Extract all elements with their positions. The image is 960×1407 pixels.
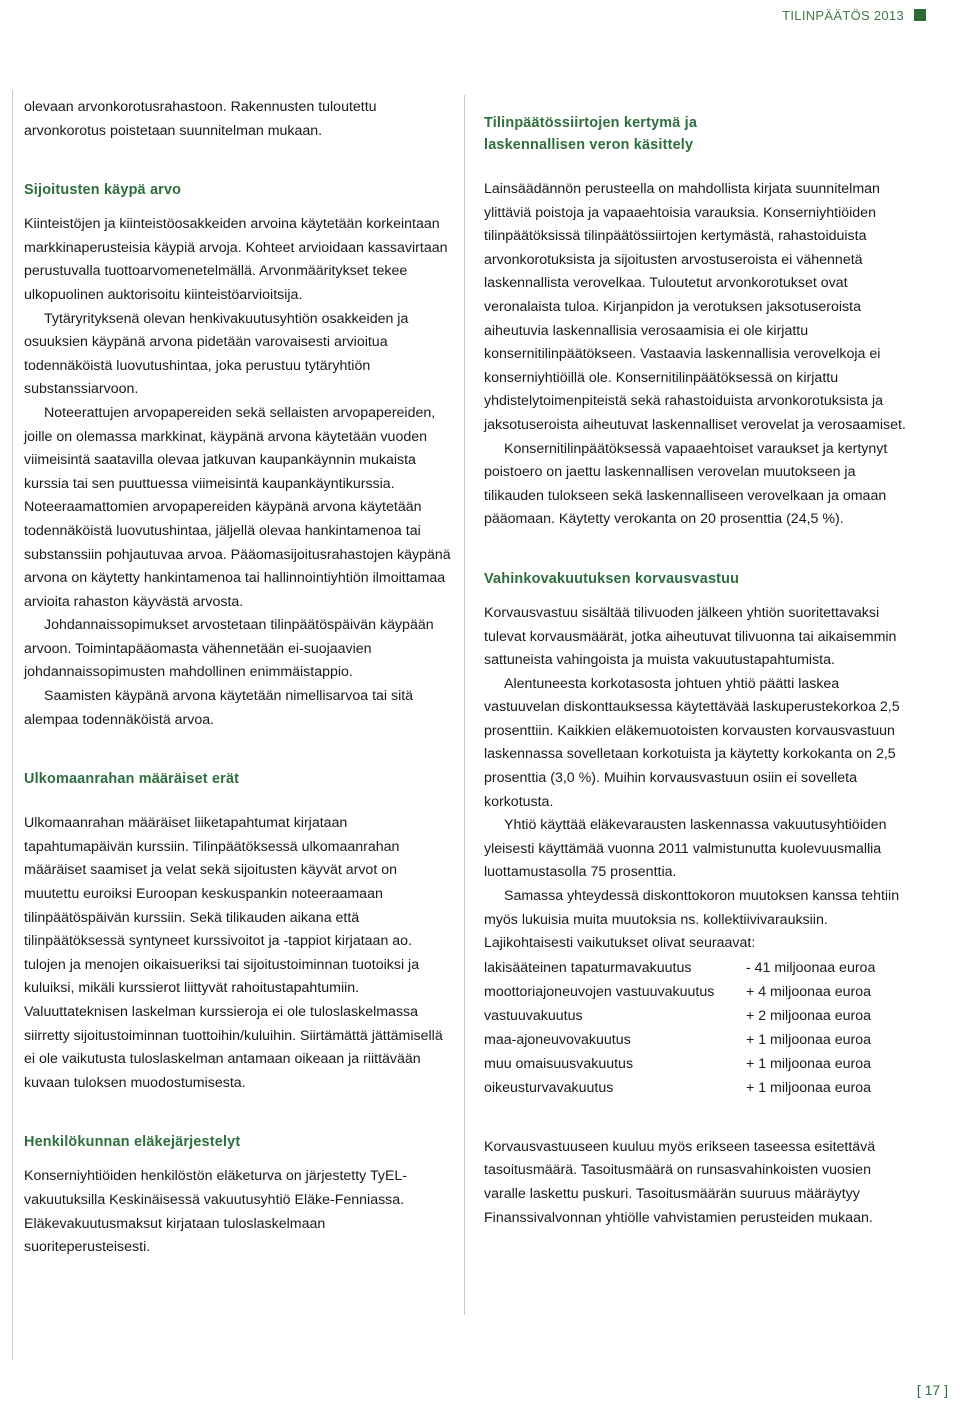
table-cell-value: + 4 miljoonaa euroa [746, 983, 872, 1000]
left-margin-rule [12, 90, 13, 1360]
table-cell-label: muu omaisuusvakuutus [484, 1055, 634, 1072]
table-cell-label: moottoriajoneuvojen vastuuvakuutus [484, 983, 715, 1000]
table-cell-label: oikeusturvavakuutus [484, 1079, 614, 1096]
right-column [484, 112, 914, 1230]
paragraph: Korvausvastuu sisältää tilivuoden jälkeen yhtiön suoritettavaksi tulevat korvausmäärät, jotka aiheutuvat tilivuonna tai aikaisemmin sattuneista vahingoista ja muista vakuutustapahtumista. [484, 604, 897, 669]
left-column [24, 96, 454, 1260]
brand-square-icon [914, 9, 926, 21]
table-row [484, 956, 875, 980]
heading-ulkomaanrahan-maaraiset-erat: Ulkomaanrahan määräiset erät [24, 771, 240, 788]
paragraph: Tytäryrityksenä olevan henkivakuutusyhtiön osakkeiden ja osuuksien käypänä arvona pidetään varovaisesti arvioitua todennäköistä luovutushintaa, joka perustuu tytäryhtiön substanssiarvoon. [24, 310, 409, 398]
table-cell-value: + 1 miljoonaa euroa [746, 1031, 872, 1048]
table-cell-value: + 1 miljoonaa euroa [746, 1079, 872, 1096]
heading-vahinkovakuutuksen-korvausvastuu: Vahinkovakuutuksen korvausvastuu [484, 570, 740, 587]
paragraph: Ulkomaanrahan määräiset liiketapahtumat kirjataan tapahtumapäivän kurssiin. Tilinpäätöksessä ulkomaanrahan määräiset saamiset ja velat sekä sijoitusten käyvät arvot on muutettu euroiksi Euroopan keskuspankin noteeraamaan tilinpäätöspäivän kurssiin. Sekä tilikauden aikana että tilinpäätöksessä syntyneet kurssivoitot ja -tappiot kirjataan ao. tulojen ja menojen oikaisueriksi tai sijoitustoiminnan tuotoiksi ja kuluiksi, mikäli kurssierot liittyvät rahoitustapahtumiin. Valuuttateknisen laskelman kurssieroja ei ole tuloslaskelmassa siirretty sijoitustoiminnan tuottoihin/kuluihin. Siirtämättä jättämisellä ei ole vaikutusta tuloslaskelman antamaan oikeaan ja riittävään kuvaan tuloksen muodostumisesta. [24, 815, 443, 1091]
heading-henkilokunnan-elakejarjestelyt: Henkilökunnan eläkejärjestelyt [24, 1134, 241, 1151]
table-row [484, 980, 875, 1004]
table-cell-label: vastuuvakuutus [484, 1007, 583, 1024]
paragraph: Lainsäädännön perusteella on mahdollista kirjata suunnitelman ylittäviä poistoja ja vapaaehtoisia varauksia. Konserniyhtiöiden tilinpäätöksissä tilinpäätössiirtojen kertymästä, rahastoiduista arvonkorotuksista ja sijoitusten arvostuseroista ei vähennetä laskennallista verovelkaa. Tuloutetut arvonkorotukset ovat veronalaista tuloa. Kirjanpidon ja verotuksen jaksotuseroista aiheutuvia laskennallisia verosaamisia ei ole kirjattu konsernitilinpäätökseen. Vastaavia laskennallisia verovelkoja ei konserniyhtiöillä ole. Konsernitilinpäätöksessä on kirjattu yhdistelytoimenpiteistä sekä rahastoiduista arvonkorotuksista ja jaksotuseroista aiheutuvat laskennalliset verovelat ja verosaamiset. [484, 181, 906, 433]
table-row [484, 1052, 875, 1076]
paragraph: Yhtiö käyttää eläkevarausten laskennassa vakuutusyhtiöiden yleisesti käyttämää vuonna 2011 valmistunutta kuolevuusmallia luottamustasolla 75 prosenttia. [484, 817, 887, 881]
table-row [484, 1004, 875, 1028]
paragraph: Konserniyhtiöiden henkilöstön eläketurva on järjestetty TyEL-vakuutuksilla Keskinäisessä vakuutusyhtiö Eläke-Fenniassa. Eläkevakuutusmaksut kirjataan tuloslaskelmaan suoriteperusteisesti. [24, 1168, 408, 1256]
heading-tilinpaatossiirtojen-kertyma: Tilinpäätössiirtojen kertymä ja laskennallisen veron käsittely [484, 115, 698, 153]
paragraph: Konsernitilinpäätöksessä vapaaehtoiset varaukset ja kertynyt poistoero on jaettu laskennallisen verovelan muutokseen ja tilikauden tulokseen sekä laskennalliseen verovelkaan ja omaan pääomaan. Käytetty verokanta on 20 prosenttia (24,5 %). [484, 440, 888, 528]
page-header [0, 0, 960, 30]
document-title: TILINPÄÄTÖS 2013 [782, 8, 904, 23]
table-cell-value: + 1 miljoonaa euroa [746, 1055, 872, 1072]
effects-table [484, 956, 875, 1100]
heading-sijoitusten-kaypa-arvo: Sijoitusten käypä arvo [24, 182, 182, 199]
paragraph: Korvausvastuuseen kuuluu myös erikseen taseessa esitettävä tasoitusmäärä. Tasoitusmäärä on runsasvahinkoisten vuosien varalle laskettu puskuri. Tasoitusmäärän suuruus määräytyy Finanssivalvonnan yhtiölle vahvistamien perusteiden mukaan. [484, 1138, 876, 1226]
paragraph: Samassa yhteydessä diskonttokoron muutoksen kanssa tehtiin myös lukuisia muita muutoksia ns. kollektiivivarauksiin. Lajikohtaisesti vaikutukset olivat seuraavat: [484, 888, 900, 952]
paragraph: Alentuneesta korkotasosta johtuen yhtiö päätti laskea vastuuvelan diskonttauksessa käytettävää laskuperustekorkoa 2,5 prosenttiin. Kaikkien eläkemuotoisten korvausten korvausvastuun laskennassa sovelletaan korkotuista ja käytetty korkokanta on 2,5 prosenttia (3,0 %). Muihin korvausvastuun osiin ei sovelleta korkotusta. [484, 675, 900, 810]
table-cell-label: maa-ajoneuvovakuutus [484, 1031, 631, 1048]
table-row [484, 1028, 875, 1052]
table-cell-value: - 41 miljoonaa euroa [746, 959, 876, 976]
paragraph: Johdannaissopimukset arvostetaan tilinpäätöspäivän käypään arvoon. Toimintapääomasta vähennetään ei-suojaavien johdannaissopimusten mahdollinen enimmäistappio. [24, 617, 434, 681]
table-cell-value: + 2 miljoonaa euroa [746, 1007, 872, 1024]
paragraph: Noteerattujen arvopapereiden sekä sellaisten arvopapereiden, joille on olemassa markkinat, käypänä arvona käytetään vuoden viimeisintä saatavilla olevaa jatkuvan kaupankäynnin mukaista kurssia tai sen puuttuessa viimeisintä kaupankäyntikurssia. Noteeraamattomien arvopapereiden käypänä arvona käytetään todennäköistä luovutushintaa, jäljellä olevaa hankintamenoa tai substanssiin pohjautuvaa arvoa. Pääomasijoitusrahastojen käypänä arvona on käytetty hankintamenoa tai hallinnointiyhtiön ilmoittamaa arvioita rahaston käyvästä arvosta. [24, 404, 451, 610]
table-row [484, 1076, 875, 1100]
table-cell-label: lakisääteinen tapaturmavakuutus [484, 959, 692, 976]
column-divider [464, 95, 465, 1315]
page-number: [ 17 ] [916, 1382, 948, 1398]
paragraph: Kiinteistöjen ja kiinteistöosakkeiden arvoina käytetään korkeintaan markkinaperusteisia käypiä arvoja. Kohteet arvioidaan kassavirtaan perustuvalla tuottoarvomenetelmällä. Arvonmääritykset tekee ulkopuolinen auktorisoitu kiinteistöarvioitsija. [24, 216, 448, 303]
intro-paragraph: olevaan arvonkorotusrahastoon. Rakennusten tuloutettu arvonkorotus poistetaan suunnitelman mukaan. [24, 99, 377, 139]
paragraph: Saamisten käypänä arvona käytetään nimellisarvoa tai sitä alempaa todennäköistä arvoa. [24, 688, 414, 728]
